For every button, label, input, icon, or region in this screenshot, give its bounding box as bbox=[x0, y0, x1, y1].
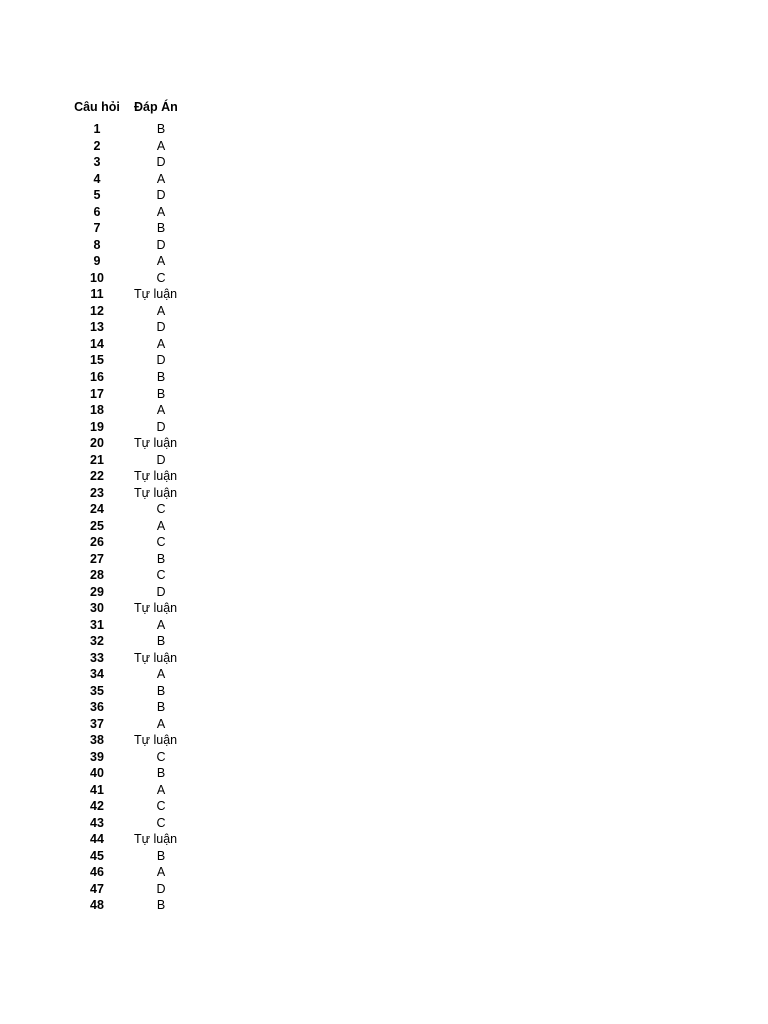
table-row bbox=[70, 385, 200, 402]
answer-value: A bbox=[156, 667, 166, 682]
answer-value: C bbox=[156, 535, 166, 550]
question-number: 18 bbox=[90, 403, 104, 418]
question-number: 26 bbox=[90, 535, 104, 550]
answer-value: B bbox=[156, 634, 166, 649]
answer-value: A bbox=[156, 171, 166, 186]
table-row bbox=[70, 138, 200, 155]
table-row bbox=[70, 451, 200, 468]
question-number: 11 bbox=[90, 287, 104, 302]
table-row bbox=[70, 237, 200, 254]
answer-value: A bbox=[156, 782, 166, 797]
answer-value: Tự luận bbox=[134, 601, 178, 616]
answer-value: B bbox=[156, 683, 166, 698]
answer-value: C bbox=[156, 749, 166, 764]
table-row bbox=[70, 468, 200, 485]
table-row bbox=[70, 352, 200, 369]
table-row bbox=[70, 517, 200, 534]
answer-value: B bbox=[156, 386, 166, 401]
question-number: 4 bbox=[93, 171, 101, 186]
question-number: 38 bbox=[90, 733, 104, 748]
answer-value: D bbox=[156, 881, 166, 896]
answer-value: C bbox=[156, 815, 166, 830]
header-question: Câu hỏi bbox=[74, 100, 120, 114]
answer-value: D bbox=[156, 419, 166, 434]
answer-value: B bbox=[156, 848, 166, 863]
answer-value: B bbox=[156, 221, 166, 236]
answer-value: D bbox=[156, 320, 166, 335]
question-number: 27 bbox=[90, 551, 104, 566]
answer-value: C bbox=[156, 568, 166, 583]
table-row bbox=[70, 732, 200, 749]
question-number: 6 bbox=[93, 204, 101, 219]
question-number: 14 bbox=[90, 336, 104, 351]
table-row bbox=[70, 187, 200, 204]
question-number: 31 bbox=[90, 617, 104, 632]
question-number: 16 bbox=[90, 369, 104, 384]
table-row bbox=[70, 286, 200, 303]
table-row bbox=[70, 567, 200, 584]
answer-value: Tự luận bbox=[134, 650, 178, 665]
answer-value: C bbox=[156, 799, 166, 814]
question-number: 2 bbox=[93, 138, 101, 153]
answer-value: A bbox=[156, 303, 166, 318]
question-number: 48 bbox=[90, 898, 104, 913]
table-row bbox=[70, 765, 200, 782]
table-row bbox=[70, 369, 200, 386]
table-row bbox=[70, 716, 200, 733]
question-number: 42 bbox=[90, 799, 104, 814]
table-body bbox=[70, 121, 200, 914]
table-row bbox=[70, 501, 200, 518]
table-row bbox=[70, 583, 200, 600]
question-number: 20 bbox=[90, 436, 104, 451]
question-number: 30 bbox=[90, 601, 104, 616]
question-number: 5 bbox=[93, 188, 101, 203]
question-number: 33 bbox=[90, 650, 104, 665]
table-row bbox=[70, 319, 200, 336]
answer-value: B bbox=[156, 766, 166, 781]
question-number: 8 bbox=[93, 237, 101, 252]
answer-value: D bbox=[156, 353, 166, 368]
question-number: 41 bbox=[90, 782, 104, 797]
header-answer: Đáp Án bbox=[134, 100, 178, 114]
question-number: 34 bbox=[90, 667, 104, 682]
table-row bbox=[70, 848, 200, 865]
answer-value: Tự luận bbox=[134, 436, 178, 451]
table-row bbox=[70, 418, 200, 435]
question-number: 37 bbox=[90, 716, 104, 731]
table-row bbox=[70, 699, 200, 716]
answer-value: D bbox=[156, 237, 166, 252]
answer-value: A bbox=[156, 518, 166, 533]
answer-value: B bbox=[156, 369, 166, 384]
answer-value: D bbox=[156, 584, 166, 599]
answer-value: A bbox=[156, 617, 166, 632]
question-number: 15 bbox=[90, 353, 104, 368]
table-row bbox=[70, 616, 200, 633]
table-row bbox=[70, 600, 200, 617]
table-row bbox=[70, 336, 200, 353]
table-row bbox=[70, 534, 200, 551]
table-row bbox=[70, 650, 200, 667]
answer-value: Tự luận bbox=[134, 832, 178, 847]
question-number: 28 bbox=[90, 568, 104, 583]
answer-value: Tự luận bbox=[134, 287, 178, 302]
question-number: 25 bbox=[90, 518, 104, 533]
question-number: 47 bbox=[90, 881, 104, 896]
table-row bbox=[70, 270, 200, 287]
question-number: 36 bbox=[90, 700, 104, 715]
answer-value: D bbox=[156, 155, 166, 170]
question-number: 12 bbox=[90, 303, 104, 318]
question-number: 3 bbox=[93, 155, 101, 170]
table-row bbox=[70, 121, 200, 138]
question-number: 1 bbox=[93, 122, 101, 137]
table-row bbox=[70, 154, 200, 171]
table-row bbox=[70, 633, 200, 650]
answer-value: A bbox=[156, 254, 166, 269]
question-number: 10 bbox=[90, 270, 104, 285]
answer-value: A bbox=[156, 336, 166, 351]
table-row bbox=[70, 683, 200, 700]
question-number: 9 bbox=[93, 254, 101, 269]
answer-value: C bbox=[156, 270, 166, 285]
question-number: 13 bbox=[90, 320, 104, 335]
answer-value: A bbox=[156, 716, 166, 731]
table-row bbox=[70, 864, 200, 881]
question-number: 22 bbox=[90, 469, 104, 484]
question-number: 29 bbox=[90, 584, 104, 599]
answer-value: A bbox=[156, 403, 166, 418]
question-number: 24 bbox=[90, 502, 104, 517]
table-row bbox=[70, 220, 200, 237]
answer-value: A bbox=[156, 204, 166, 219]
question-number: 35 bbox=[90, 683, 104, 698]
answer-key-table bbox=[70, 97, 200, 914]
table-row bbox=[70, 798, 200, 815]
question-number: 7 bbox=[93, 221, 101, 236]
table-row bbox=[70, 749, 200, 766]
question-number: 40 bbox=[90, 766, 104, 781]
question-number: 43 bbox=[90, 815, 104, 830]
answer-value: C bbox=[156, 502, 166, 517]
question-number: 39 bbox=[90, 749, 104, 764]
answer-value: Tự luận bbox=[134, 469, 178, 484]
question-number: 45 bbox=[90, 848, 104, 863]
question-number: 44 bbox=[90, 832, 104, 847]
answer-value: A bbox=[156, 865, 166, 880]
question-number: 17 bbox=[90, 386, 104, 401]
table-row bbox=[70, 815, 200, 832]
table-row bbox=[70, 204, 200, 221]
table-header bbox=[70, 97, 200, 117]
table-row bbox=[70, 435, 200, 452]
question-number: 46 bbox=[90, 865, 104, 880]
table-row bbox=[70, 171, 200, 188]
table-row bbox=[70, 253, 200, 270]
table-row bbox=[70, 303, 200, 320]
table-row bbox=[70, 831, 200, 848]
answer-value: Tự luận bbox=[134, 733, 178, 748]
answer-value: B bbox=[156, 122, 166, 137]
answer-value: B bbox=[156, 898, 166, 913]
question-number: 23 bbox=[90, 485, 104, 500]
table-row bbox=[70, 402, 200, 419]
table-row bbox=[70, 484, 200, 501]
table-row bbox=[70, 782, 200, 799]
question-number: 21 bbox=[90, 452, 104, 467]
table-row bbox=[70, 897, 200, 914]
answer-value: B bbox=[156, 551, 166, 566]
table-row bbox=[70, 550, 200, 567]
answer-value: Tự luận bbox=[134, 485, 178, 500]
table-row bbox=[70, 666, 200, 683]
question-number: 32 bbox=[90, 634, 104, 649]
answer-value: B bbox=[156, 700, 166, 715]
question-number: 19 bbox=[90, 419, 104, 434]
table-row bbox=[70, 881, 200, 898]
answer-value: D bbox=[156, 188, 166, 203]
answer-value: A bbox=[156, 138, 166, 153]
answer-value: D bbox=[156, 452, 166, 467]
